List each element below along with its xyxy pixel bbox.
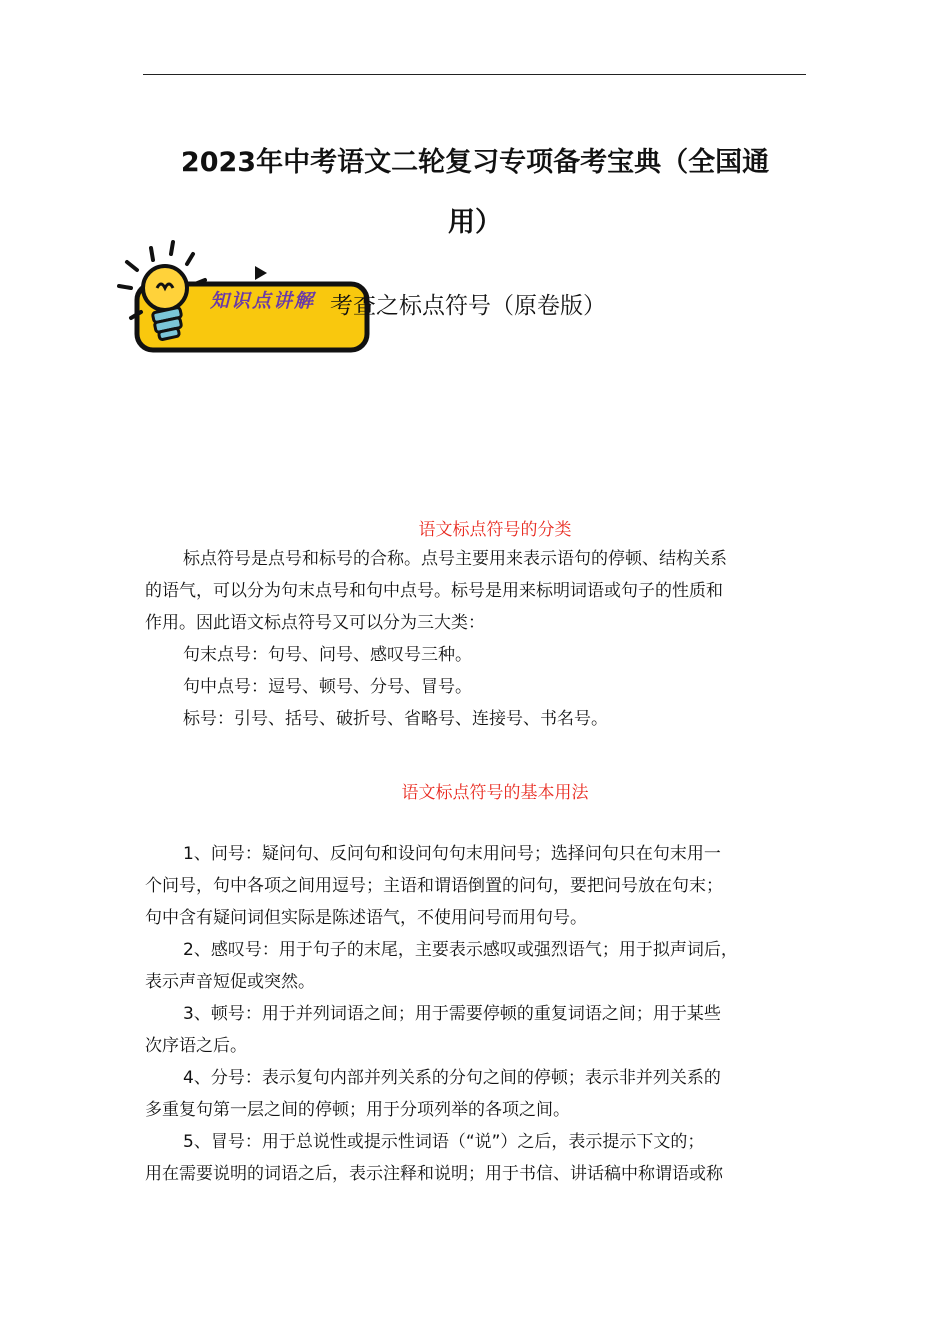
- text-line: 作用。因此语文标点符号又可以分为三大类：: [145, 613, 485, 633]
- paragraph-usage-items: [145, 838, 805, 1190]
- header-rule: [143, 74, 806, 75]
- section-heading-usage: 语文标点符号的基本用法: [401, 783, 589, 803]
- list-item-line: 5、冒号：用于总说性或提示性词语（“说”）之后，表示提示下文的；: [183, 1132, 705, 1152]
- doc-subtitle: 考查之标点符号（原卷版）: [330, 293, 606, 319]
- list-item-line: 次序语之后。: [145, 1036, 247, 1056]
- list-item-line: 个问号，句中各项之间用逗号；主语和谓语倒置的问句，要把问号放在句末；: [145, 876, 723, 896]
- list-item-line: 用在需要说明的词语之后，表示注释和说明；用于书信、讲话稿中称谓语或称: [145, 1164, 723, 1184]
- paragraph-classification-intro: [145, 543, 805, 735]
- list-item-line: 1、问号：疑问句、反问句和设问句句末用问号；选择问句只在句末用一: [183, 844, 721, 864]
- badge-label: 知识点讲解: [210, 290, 316, 312]
- list-item-line: 2、感叹号：用于句子的末尾，主要表示感叹或强烈语气；用于拟声词后，: [183, 940, 738, 960]
- text-line: 的语气，可以分为句末点号和句中点号。标号是用来标明词语或句子的性质和: [145, 581, 723, 601]
- text-line: 句末点号：句号、问号、感叹号三种。: [183, 645, 472, 665]
- list-item-line: 多重复句第一层之间的停顿；用于分项列举的各项之间。: [145, 1100, 570, 1120]
- list-item-line: 4、分号：表示复句内部并列关系的分句之间的停顿；表示非并列关系的: [183, 1068, 721, 1088]
- list-item-line: 3、顿号：用于并列词语之间；用于需要停顿的重复词语之间；用于某些: [183, 1004, 721, 1024]
- text-line: 句中点号：逗号、顿号、分号、冒号。: [183, 677, 472, 697]
- section-heading-classification: 语文标点符号的分类: [418, 520, 572, 540]
- doc-title-line1: 2023年中考语文二轮复习专项备考宝典（全国通: [180, 147, 770, 178]
- text-line: 标点符号是点号和标号的合称。点号主要用来表示语句的停顿、结构关系: [183, 549, 727, 569]
- doc-title-line2: 用）: [448, 207, 502, 238]
- list-item-line: 句中含有疑问词但实际是陈述语气，不使用问号而用句号。: [145, 908, 587, 928]
- list-item-line: 表示声音短促或突然。: [145, 972, 315, 992]
- text-line: 标号：引号、括号、破折号、省略号、连接号、书名号。: [183, 709, 608, 729]
